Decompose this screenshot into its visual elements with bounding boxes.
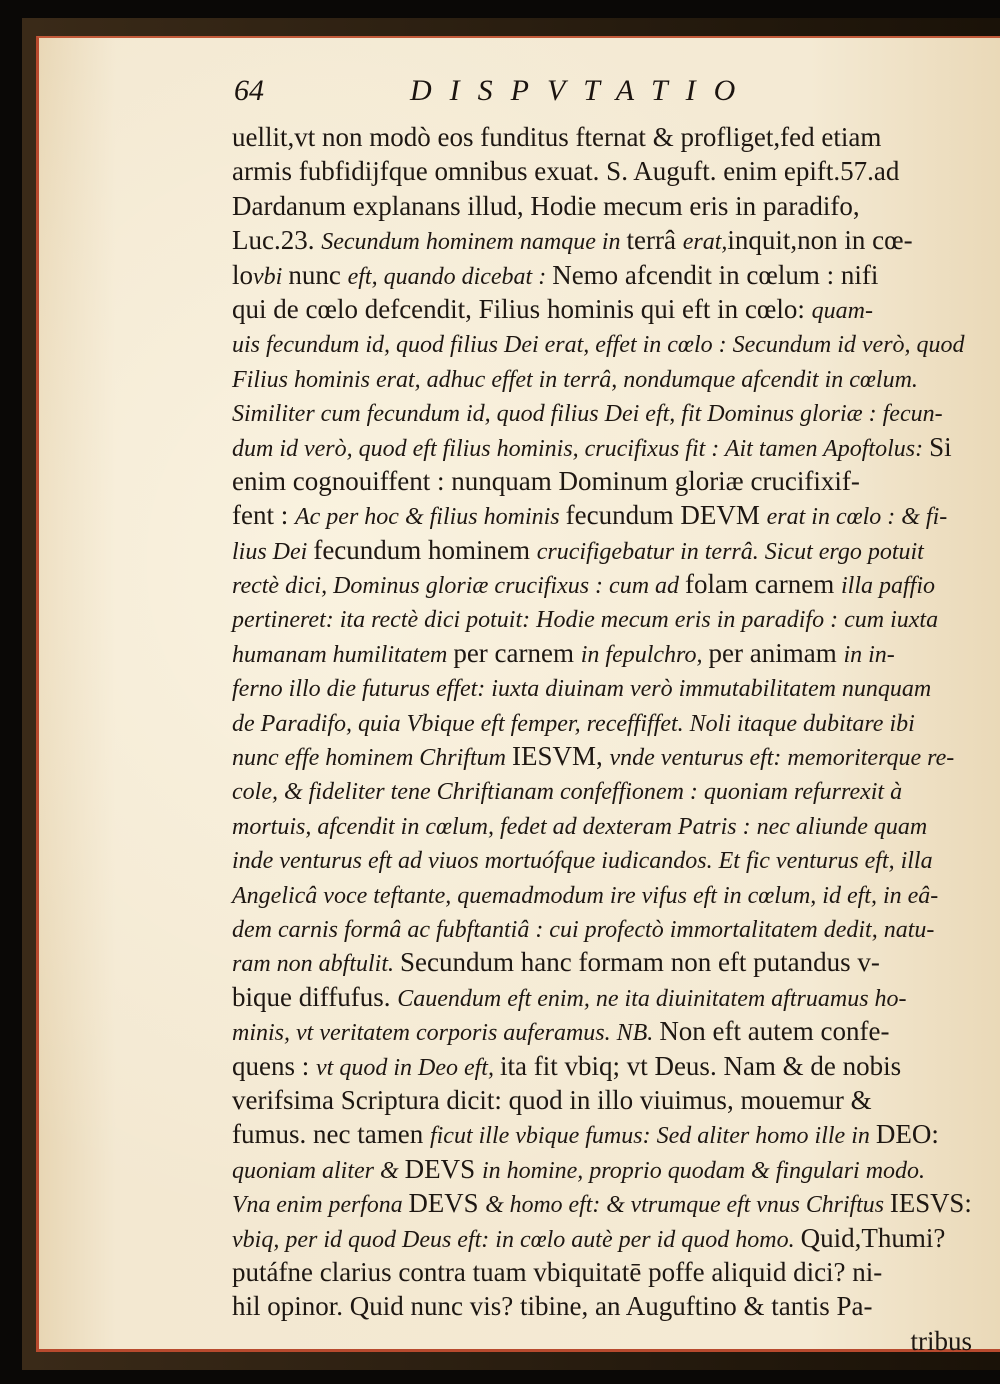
roman-text-segment: Dardanum explanans illud, Hodie mecum eris in paradifo, [232,190,860,221]
text-line [232,636,972,670]
italic-text-segment: vnde venturus eft: memoriterque re- [609,745,955,772]
italic-text-segment: pertineret: ita rectè dici potuit: Hodie mecum eris in paradifo : cum iuxta [232,607,939,634]
text-line [232,326,972,360]
text-line [232,980,972,1014]
text-line [232,1289,972,1323]
roman-text-segment: terrâ [626,225,683,256]
roman-text-segment: armis fubfidijfque omnibus exuat. S. Auguft. enim epift.57.ad [232,156,900,187]
roman-text-segment: Non eft autem confe- [659,1016,890,1047]
text-line [232,739,972,773]
text-line [232,430,972,464]
text-line [232,808,972,842]
italic-text-segment: ram non abftulit. [232,951,401,978]
roman-text-segment: enim cognouiffent : nunquam Dominum gloriæ crucifixif- [232,465,860,496]
italic-text-segment: quoniam aliter & [232,1157,405,1184]
text-line [232,223,972,257]
roman-text-segment: putáfne clarius contra tuam vbiquitatē poffe aliquid dici? ni- [232,1256,883,1287]
roman-text-segment: verifsima Scriptura dicit: quod in illo viuimus, mouemur & [232,1084,872,1115]
italic-text-segment: humanam humilitatem [232,641,454,668]
text-line [232,601,972,635]
roman-text-segment: fent : [232,500,295,531]
text-line [232,567,972,601]
text-line [232,189,972,223]
running-title: DISPVTATIO [410,74,754,107]
italic-text-segment: in fepulchro, [580,641,709,668]
text-line [232,464,972,498]
page-number: 64 [234,74,264,107]
roman-text-segment: bique diffufus. [232,981,398,1012]
text-line [232,670,972,704]
text-line [232,1049,972,1083]
roman-text-segment: Luc.23. [232,225,322,256]
roman-text-segment: uellit,vt non modò eos funditus fternat & profliget,fed etiam [232,122,882,152]
text-line [232,1186,972,1220]
italic-text-segment: & homo eft: & vtrumque eft vnus Chriftus [485,1192,890,1219]
italic-text-segment: de Paradifo, quia Vbique eft femper, receffiffet. Noli itaque dubitare ibi [232,710,915,737]
italic-text-segment: dem carnis formâ ac fubftantiâ : cui profectò immortalitatem dedit, natu- [232,916,935,943]
roman-text-segment: DEVS [404,1153,482,1184]
body-text [232,120,972,1358]
italic-text-segment: Ac per hoc & filius hominis [294,504,566,531]
italic-text-segment: Angelicâ voce teftante, quemadmodum ire vifus eft in cœlum, id eft, in eâ- [232,882,939,909]
italic-text-segment: vbiq, per id quod Deus eft: in cœlo autè per id quod homo. [232,1226,801,1253]
page-header [230,74,950,118]
italic-text-segment: rectè dici, Dominus gloriæ crucifixus : cum ad [232,573,686,600]
italic-text-segment: Cauendum eft enim, ne ita diuinitatem aftruamus ho- [397,985,907,1012]
italic-text-segment: cole, & fideliter tene Chriftianam confeffionem : quoniam refurrexit à [232,779,903,806]
roman-text-segment: hil opinor. Quid nunc vis? tibine, an Auguftino & tantis Pa- [232,1291,873,1322]
italic-text-segment: Filius hominis erat, adhuc effet in terrâ, nondumque afcendit in cœlum. [232,366,918,393]
roman-text-segment: IESVM, [511,741,610,772]
italic-text-segment: lius Dei [232,538,314,565]
text-line [232,361,972,395]
roman-text-segment: qui de cœlo defcendit, Filius hominis qui eft in cœlo: [232,293,812,324]
roman-text-segment: nunc [288,259,348,290]
text-line [232,154,972,188]
italic-text-segment: inde venturus eft ad viuos mortuófque iudicandos. Et fic venturus eft, illa [232,848,933,875]
roman-text-segment: DEO: [875,1119,939,1150]
italic-text-segment: mortuis, afcendit in cœlum, fedet ad dexteram Patris : nec aliunde quam [232,813,928,840]
roman-text-segment: per carnem [453,637,581,668]
roman-text-segment: ita fit vbiq; vt Deus. Nam & de nobis [499,1050,902,1081]
italic-text-segment: erat, [682,229,728,256]
italic-text-segment: eft, quando dicebat : [347,263,553,290]
italic-text-segment: ferno illo die futurus effet: iuxta diuinam verò immutabilitatem nunquam [232,676,932,703]
italic-text-segment: crucifigebatur in terrâ. Sicut ergo potuit [536,538,924,565]
roman-text-segment: fecundum hominem [313,534,537,565]
text-line [232,292,972,326]
roman-text-segment: fumus. nec tamen [232,1119,430,1150]
italic-text-segment: illa paffio [840,573,935,600]
text-line [232,395,972,429]
roman-text-segment: Secundum hanc formam non eft putandus v- [400,947,880,978]
italic-text-segment: Vna enim perfona [232,1192,409,1219]
text-line [232,1221,972,1255]
roman-text-segment: IESVS: [889,1188,972,1219]
italic-text-segment: quam- [811,297,873,324]
text-line [232,120,972,154]
italic-text-segment: dum id verò, quod eft filius hominis, crucifixus fit : Ait tamen Apoftolus: [232,435,930,462]
italic-text-segment: ficut ille vbique fumus: Sed aliter homo ille in [429,1123,876,1150]
text-line [232,1014,972,1048]
text-line [232,945,972,979]
roman-text-segment: fecundum DEVM [565,500,767,531]
italic-text-segment: uis fecundum id, quod filius Dei erat, effet in cœlo : Secundum id verò, quod [232,332,965,359]
roman-text-segment: Si [929,431,952,462]
roman-text-segment: folam carnem [685,569,841,600]
text-line [232,1255,972,1289]
text-line [232,498,972,532]
roman-text-segment: quens : [232,1050,316,1081]
roman-text-segment: per animam [708,637,844,668]
italic-text-segment: Secundum hominem namque in [321,229,627,256]
roman-text-segment: Nemo afcendit in cœlum : nifi [552,259,879,290]
text-line [232,1152,972,1186]
roman-text-segment: inquit,non in cœ- [727,225,913,256]
italic-text-segment: vt quod in Deo eft, [316,1054,500,1081]
italic-text-segment: nunc effe hominem Chriftum [232,745,512,772]
text-line [232,842,972,876]
text-line [232,258,972,292]
text-line [232,773,972,807]
roman-text-segment: DEVS [408,1188,486,1219]
text-line [232,705,972,739]
text-line [232,877,972,911]
roman-text-segment: lo [232,259,254,290]
italic-text-segment: in homine, proprio quodam & fingulari modo. [481,1157,926,1184]
text-line [232,1117,972,1151]
roman-text-segment: Quid,Thumi? [800,1222,946,1253]
italic-text-segment: erat in cœlo : & fi- [766,504,948,531]
italic-text-segment: vbi [253,263,289,290]
text-line [232,1083,972,1117]
italic-text-segment: minis, vt veritatem corporis auferamus. NB. [232,1020,660,1047]
text-line [232,911,972,945]
italic-text-segment: in in- [843,641,895,668]
catchword: tribus [910,1325,972,1356]
text-line [232,533,972,567]
italic-text-segment: Similiter cum fecundum id, quod filius Dei eft, fit Dominus gloriæ : fecun- [232,401,943,428]
